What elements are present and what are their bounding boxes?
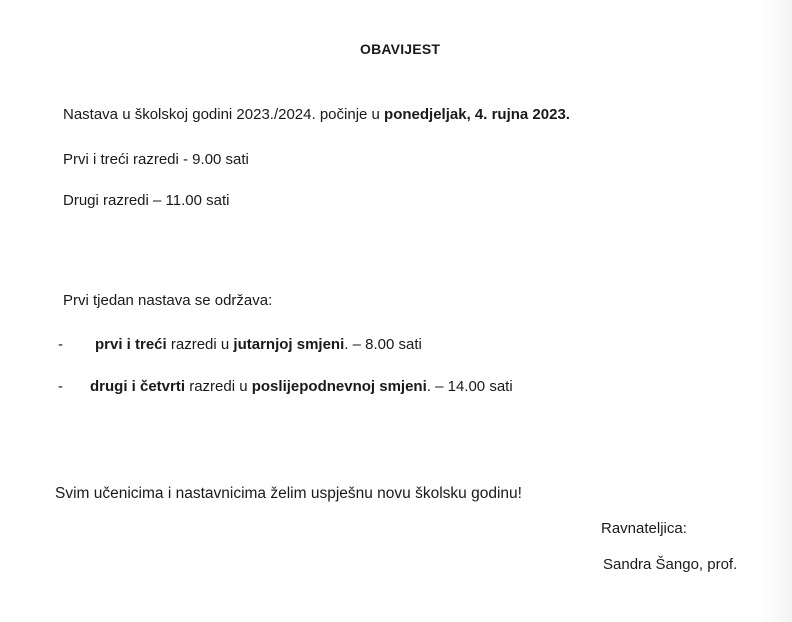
intro-line	[63, 106, 570, 124]
shift-label: poslijepodnevnoj smjeni	[251, 378, 427, 395]
mid-text: razredi u	[185, 378, 252, 395]
first-week-item-text	[95, 336, 422, 354]
closing-message: Svim učenicima i nastavnicima želim uspješnu novu školsku godinu!	[55, 485, 522, 502]
first-week-heading: Prvi tjedan nastava se održava:	[63, 292, 273, 309]
start-date: ponedjeljak, 4. rujna 2023.	[384, 106, 570, 123]
notice-title: OBAVIJEST	[360, 41, 441, 57]
signature-name: Sandra Šango, prof.	[603, 556, 738, 573]
schedule-line-first-third: Prvi i treći razredi - 9.00 sati	[63, 151, 249, 168]
first-week-item-text	[90, 378, 513, 396]
intro-text: Nastava u školskoj godini 2023./2024. počinje u	[63, 106, 385, 123]
time-text: . – 14.00 sati	[426, 378, 513, 395]
shift-label: jutarnjoj smjeni	[233, 336, 345, 353]
bullet-dash: -	[58, 378, 63, 395]
bullet-dash: -	[58, 336, 63, 353]
signature-role: Ravnateljica:	[601, 520, 687, 537]
time-text: . – 8.00 sati	[344, 336, 422, 353]
first-week-item	[58, 336, 422, 354]
grades-label: drugi i četvrti	[90, 378, 186, 395]
first-week-item	[58, 378, 513, 396]
grades-label: prvi i treći	[95, 336, 167, 353]
mid-text: razredi u	[166, 336, 234, 353]
schedule-line-second: Drugi razredi – 11.00 sati	[63, 192, 230, 209]
